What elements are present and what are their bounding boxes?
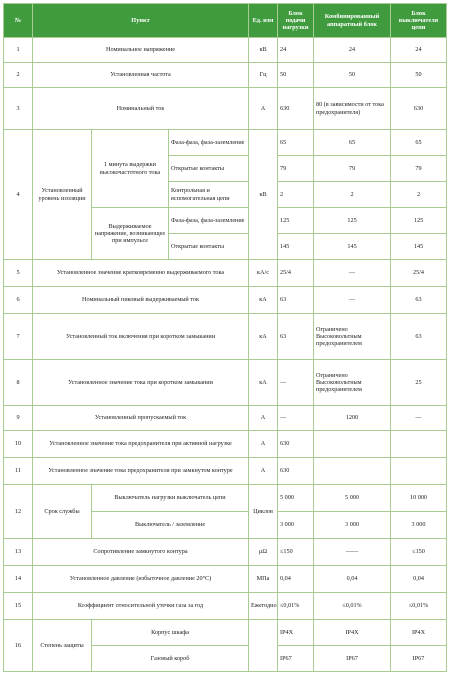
- row-param: Номинальный ток: [33, 88, 249, 130]
- row-v3: 0,04: [391, 566, 447, 593]
- row-num: 2: [4, 63, 33, 88]
- row-unit: А: [249, 88, 278, 130]
- row-param: Установленное значение тока предохранителя при замкнутом контуре: [33, 458, 249, 485]
- header-row: [4, 4, 447, 38]
- row-v1: ≤0,01%: [278, 593, 314, 620]
- row-param: Степень защиты: [33, 620, 92, 672]
- row-sublabel: Выключатель / заземление: [92, 512, 249, 539]
- row-v2: 2: [314, 182, 391, 208]
- row-v1: —: [278, 360, 314, 406]
- row-num: 10: [4, 431, 33, 458]
- row-v1: 63: [278, 287, 314, 314]
- header-col3: Блок выключателя цепи: [391, 4, 447, 38]
- row-unit: кВ: [249, 130, 278, 260]
- row-subgroup: Выдерживаемое напряжение, возникающее при импульсе: [92, 208, 169, 260]
- row-v2: —: [314, 287, 391, 314]
- row-v3: [391, 431, 447, 458]
- row-v3: 63: [391, 287, 447, 314]
- table-row: [4, 314, 447, 360]
- row-v3: 630: [391, 88, 447, 130]
- row-v1: IP67: [278, 646, 314, 672]
- row-subgroup: 1 минута выдержки высокочастотного тока: [92, 130, 169, 208]
- row-v1: 65: [278, 130, 314, 156]
- row-unit: Ежегодно: [249, 593, 278, 620]
- row-v3: ≤150: [391, 539, 447, 566]
- row-v2: 65: [314, 130, 391, 156]
- row-unit: Циклов: [249, 485, 278, 539]
- table-row: [4, 63, 447, 88]
- row-param: Установленное давление (избыточное давление 20°С): [33, 566, 249, 593]
- row-num: 9: [4, 406, 33, 431]
- row-sublabel: Контрольная и вспомогательная цепи: [169, 182, 249, 208]
- row-v2: IP67: [314, 646, 391, 672]
- table-row: [4, 287, 447, 314]
- table-row: [4, 485, 447, 512]
- row-unit: кА: [249, 287, 278, 314]
- row-v3: 25: [391, 360, 447, 406]
- row-num: 7: [4, 314, 33, 360]
- row-num: 12: [4, 485, 33, 539]
- row-sublabel: Выключатель нагрузки выключатель цепи: [92, 485, 249, 512]
- row-num: 4: [4, 130, 33, 260]
- row-param: Коэффициент относительной утечки газа за год: [33, 593, 249, 620]
- row-v1: 5 000: [278, 485, 314, 512]
- row-num: 8: [4, 360, 33, 406]
- row-v3: 145: [391, 234, 447, 260]
- row-v1: 125: [278, 208, 314, 234]
- row-v1: 2: [278, 182, 314, 208]
- row-v3: 10 000: [391, 485, 447, 512]
- row-v2: 50: [314, 63, 391, 88]
- row-num: 1: [4, 38, 33, 63]
- table-row: [4, 360, 447, 406]
- row-num: 16: [4, 620, 33, 672]
- row-unit: [249, 620, 278, 672]
- row-v1: 25/4: [278, 260, 314, 287]
- row-num: 14: [4, 566, 33, 593]
- row-v3: IP4X: [391, 620, 447, 646]
- row-num: 15: [4, 593, 33, 620]
- row-sublabel: Фаза-фаза, фаза-заземление: [169, 130, 249, 156]
- row-v1: 24: [278, 38, 314, 63]
- row-v2: 3 000: [314, 512, 391, 539]
- row-unit: кА/с: [249, 260, 278, 287]
- row-num: 6: [4, 287, 33, 314]
- header-param: Пункт: [33, 4, 249, 38]
- row-v3: —: [391, 406, 447, 431]
- table-row: [4, 458, 447, 485]
- table-row: [4, 620, 447, 646]
- row-v2: ——: [314, 539, 391, 566]
- row-unit: А: [249, 406, 278, 431]
- row-v2: IP4X: [314, 620, 391, 646]
- row-v2: 125: [314, 208, 391, 234]
- row-v1: 63: [278, 314, 314, 360]
- row-v1: 630: [278, 88, 314, 130]
- row-param: Номинальный пиковый выдерживаемый ток: [33, 287, 249, 314]
- row-v2: —: [314, 260, 391, 287]
- row-v1: 630: [278, 431, 314, 458]
- row-v2: [314, 431, 391, 458]
- row-v1: 0,04: [278, 566, 314, 593]
- row-unit: μΩ: [249, 539, 278, 566]
- table-row: [4, 38, 447, 63]
- row-param: Установленная частота: [33, 63, 249, 88]
- row-num: 13: [4, 539, 33, 566]
- row-unit: А: [249, 458, 278, 485]
- row-v2: 0,04: [314, 566, 391, 593]
- row-v2: Ограничено Высоковольтным предохранителем: [314, 360, 391, 406]
- row-param: Срок службы: [33, 485, 92, 539]
- row-unit: Гц: [249, 63, 278, 88]
- row-param: Сопротивление замкнутого контура: [33, 539, 249, 566]
- row-v1: 3 000: [278, 512, 314, 539]
- table-row: [4, 431, 447, 458]
- table-row: [4, 593, 447, 620]
- table-row: [4, 539, 447, 566]
- row-num: 11: [4, 458, 33, 485]
- row-sublabel: Газовый короб: [92, 646, 249, 672]
- header-unit: Ед. изм: [249, 4, 278, 38]
- row-v2: 145: [314, 234, 391, 260]
- row-v3: 24: [391, 38, 447, 63]
- row-unit: МПа: [249, 566, 278, 593]
- table-row: [4, 260, 447, 287]
- row-param: Номинальное напряжение: [33, 38, 249, 63]
- table-row: [4, 566, 447, 593]
- header-num: №: [4, 4, 33, 38]
- row-v2: [314, 458, 391, 485]
- row-v2: 24: [314, 38, 391, 63]
- table-row: [4, 406, 447, 431]
- row-v2: ≤0,01%: [314, 593, 391, 620]
- row-sublabel: Корпус шкафа: [92, 620, 249, 646]
- row-v3: IP67: [391, 646, 447, 672]
- row-v1: —: [278, 406, 314, 431]
- row-v2: 5 000: [314, 485, 391, 512]
- row-sublabel: Фаза-фаза, фаза-заземление: [169, 208, 249, 234]
- row-param: Установленный ток включения при коротком замыкании: [33, 314, 249, 360]
- row-v3: 2: [391, 182, 447, 208]
- row-v3: 25/4: [391, 260, 447, 287]
- row-param: Установленное значение тока предохранителя при активной нагрузке: [33, 431, 249, 458]
- row-v1: ≤150: [278, 539, 314, 566]
- row-sublabel: Открытые контакты: [169, 156, 249, 182]
- row-param: Установленное значение тока при коротком замыкании: [33, 360, 249, 406]
- row-v3: 125: [391, 208, 447, 234]
- row-v1: 145: [278, 234, 314, 260]
- row-v3: 79: [391, 156, 447, 182]
- row-v3: 63: [391, 314, 447, 360]
- table-row: [4, 130, 447, 156]
- row-v3: 65: [391, 130, 447, 156]
- row-v2: 1200: [314, 406, 391, 431]
- header-col2: Комбинированный аппаратный блок: [314, 4, 391, 38]
- row-v1: 50: [278, 63, 314, 88]
- row-v3: 3 000: [391, 512, 447, 539]
- row-v1: 630: [278, 458, 314, 485]
- row-v2: 79: [314, 156, 391, 182]
- row-v3: ≤0,01%: [391, 593, 447, 620]
- row-v2: 80 (в зависимости от тока предохранителя): [314, 88, 391, 130]
- row-param: Установленный пропускаемый ток: [33, 406, 249, 431]
- row-unit: кА: [249, 314, 278, 360]
- row-sublabel: Открытые контакты: [169, 234, 249, 260]
- row-unit: А: [249, 431, 278, 458]
- row-unit: кВ: [249, 38, 278, 63]
- row-v1: IP4X: [278, 620, 314, 646]
- row-param: Установленный уровень изоляции: [33, 130, 92, 260]
- row-param: Установленное значение кратковременно выдерживаемого тока: [33, 260, 249, 287]
- row-v3: 50: [391, 63, 447, 88]
- row-v3: [391, 458, 447, 485]
- row-v2: Ограничено Высоковольтным предохранителем: [314, 314, 391, 360]
- table-row: [4, 88, 447, 130]
- row-num: 5: [4, 260, 33, 287]
- row-num: 3: [4, 88, 33, 130]
- spec-table: [3, 3, 447, 672]
- row-unit: кА: [249, 360, 278, 406]
- header-col1: Блок подачи нагрузки: [278, 4, 314, 38]
- row-v1: 79: [278, 156, 314, 182]
